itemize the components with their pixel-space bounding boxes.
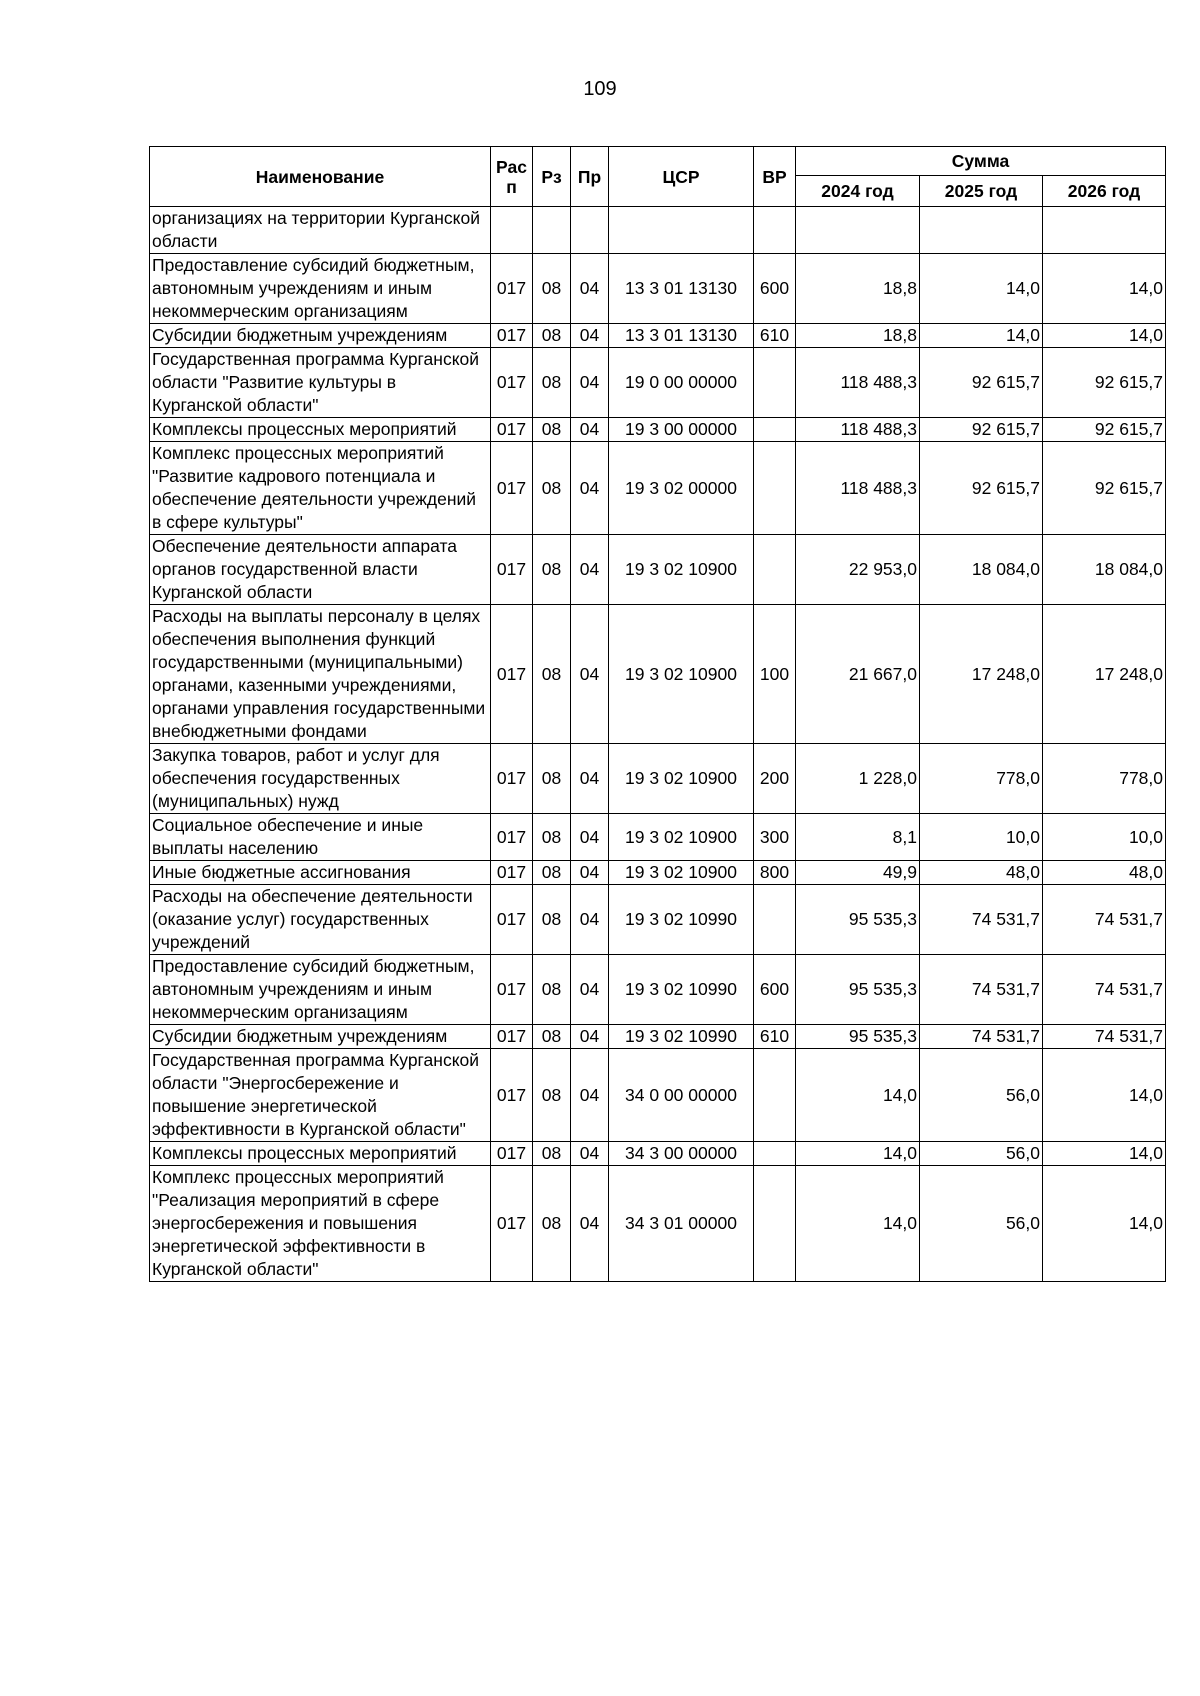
table-row — [150, 348, 1166, 418]
row-rasp: 017 — [491, 254, 533, 324]
row-amount-2024: 18,8 — [796, 324, 920, 348]
row-rz: 08 — [533, 861, 571, 885]
row-amount-2026: 17 248,0 — [1043, 605, 1166, 744]
table-row — [150, 418, 1166, 442]
row-rasp: 017 — [491, 418, 533, 442]
row-name: Государственная программа Курганской области "Энергосбережение и повышение энергетической эффективности в Курганской области" — [150, 1049, 491, 1142]
row-amount-2026: 92 615,7 — [1043, 442, 1166, 535]
row-csr: 34 0 00 00000 — [609, 1049, 754, 1142]
row-pr: 04 — [571, 348, 609, 418]
row-vr — [754, 535, 796, 605]
row-rz: 08 — [533, 535, 571, 605]
row-vr — [754, 207, 796, 254]
row-rz: 08 — [533, 814, 571, 861]
row-rasp: 017 — [491, 885, 533, 955]
row-amount-2026: 14,0 — [1043, 324, 1166, 348]
row-name: Комплекс процессных мероприятий "Реализация мероприятий в сфере энергосбережения и повышения энергетической эффективности в Курганской области" — [150, 1166, 491, 1282]
row-amount-2024: 8,1 — [796, 814, 920, 861]
row-pr: 04 — [571, 605, 609, 744]
row-amount-2024: 14,0 — [796, 1166, 920, 1282]
row-rasp: 017 — [491, 535, 533, 605]
row-amount-2026: 14,0 — [1043, 254, 1166, 324]
row-pr: 04 — [571, 1166, 609, 1282]
row-amount-2026 — [1043, 207, 1166, 254]
row-name: Комплексы процессных мероприятий — [150, 1142, 491, 1166]
row-amount-2025: 14,0 — [920, 324, 1043, 348]
row-pr: 04 — [571, 254, 609, 324]
header-year-2024: 2024 год — [796, 176, 920, 207]
row-rz: 08 — [533, 348, 571, 418]
row-amount-2025: 74 531,7 — [920, 1025, 1043, 1049]
row-csr: 19 3 02 10900 — [609, 535, 754, 605]
row-name: Комплекс процессных мероприятий "Развитие кадрового потенциала и обеспечение деятельности учреждений в сфере культуры" — [150, 442, 491, 535]
table-row — [150, 535, 1166, 605]
table-row — [150, 861, 1166, 885]
row-vr — [754, 1166, 796, 1282]
row-name: Расходы на выплаты персоналу в целях обеспечения выполнения функций государственными (муниципальными) органами, казенными учреждениями, органами управления государственными внебюджетными фондами — [150, 605, 491, 744]
row-csr: 34 3 01 00000 — [609, 1166, 754, 1282]
row-amount-2024: 22 953,0 — [796, 535, 920, 605]
table-row — [150, 324, 1166, 348]
row-amount-2026: 74 531,7 — [1043, 1025, 1166, 1049]
row-vr — [754, 442, 796, 535]
row-amount-2026: 48,0 — [1043, 861, 1166, 885]
row-rz — [533, 207, 571, 254]
header-rasp: Рас п — [491, 147, 533, 207]
row-vr: 800 — [754, 861, 796, 885]
table-row — [150, 1166, 1166, 1282]
row-name: Комплексы процессных мероприятий — [150, 418, 491, 442]
row-rasp: 017 — [491, 1142, 533, 1166]
row-rasp — [491, 207, 533, 254]
row-amount-2025: 74 531,7 — [920, 955, 1043, 1025]
row-amount-2024: 1 228,0 — [796, 744, 920, 814]
row-rasp: 017 — [491, 814, 533, 861]
row-pr: 04 — [571, 1142, 609, 1166]
row-rz: 08 — [533, 254, 571, 324]
row-rasp: 017 — [491, 348, 533, 418]
row-pr: 04 — [571, 861, 609, 885]
table-row — [150, 207, 1166, 254]
row-amount-2025: 18 084,0 — [920, 535, 1043, 605]
row-rz: 08 — [533, 1025, 571, 1049]
page-number: 109 — [583, 78, 617, 100]
row-amount-2026: 18 084,0 — [1043, 535, 1166, 605]
row-csr — [609, 207, 754, 254]
row-csr: 19 3 02 10990 — [609, 955, 754, 1025]
row-vr — [754, 1049, 796, 1142]
header-year-2026: 2026 год — [1043, 176, 1166, 207]
row-pr: 04 — [571, 442, 609, 535]
row-amount-2024 — [796, 207, 920, 254]
row-pr: 04 — [571, 418, 609, 442]
row-pr: 04 — [571, 1049, 609, 1142]
row-rasp: 017 — [491, 605, 533, 744]
row-rasp: 017 — [491, 955, 533, 1025]
table-row — [150, 885, 1166, 955]
row-pr: 04 — [571, 535, 609, 605]
row-name: Субсидии бюджетным учреждениям — [150, 1025, 491, 1049]
row-csr: 19 0 00 00000 — [609, 348, 754, 418]
row-amount-2025: 92 615,7 — [920, 348, 1043, 418]
row-csr: 19 3 02 00000 — [609, 442, 754, 535]
row-vr: 100 — [754, 605, 796, 744]
row-amount-2025: 92 615,7 — [920, 442, 1043, 535]
row-vr: 600 — [754, 254, 796, 324]
row-amount-2024: 118 488,3 — [796, 442, 920, 535]
row-csr: 19 3 02 10900 — [609, 605, 754, 744]
header-rz: Рз — [533, 147, 571, 207]
row-amount-2025: 10,0 — [920, 814, 1043, 861]
row-vr — [754, 418, 796, 442]
row-vr: 610 — [754, 324, 796, 348]
row-rz: 08 — [533, 885, 571, 955]
table-row — [150, 1025, 1166, 1049]
row-pr: 04 — [571, 744, 609, 814]
header-csr: ЦСР — [609, 147, 754, 207]
table-row — [150, 442, 1166, 535]
row-amount-2025: 74 531,7 — [920, 885, 1043, 955]
row-pr: 04 — [571, 955, 609, 1025]
row-csr: 19 3 02 10990 — [609, 885, 754, 955]
header-vr: ВР — [754, 147, 796, 207]
row-csr: 13 3 01 13130 — [609, 254, 754, 324]
row-amount-2024: 14,0 — [796, 1049, 920, 1142]
table-header — [150, 147, 1166, 207]
row-amount-2025: 56,0 — [920, 1049, 1043, 1142]
budget-table — [149, 146, 1166, 1282]
row-amount-2024: 95 535,3 — [796, 885, 920, 955]
row-name: Предоставление субсидий бюджетным, автономным учреждениям и иным некоммерческим организациям — [150, 955, 491, 1025]
table-body — [150, 207, 1166, 1282]
row-amount-2026: 10,0 — [1043, 814, 1166, 861]
row-amount-2024: 14,0 — [796, 1142, 920, 1166]
row-amount-2026: 14,0 — [1043, 1049, 1166, 1142]
header-year-2025: 2025 год — [920, 176, 1043, 207]
row-name: Субсидии бюджетным учреждениям — [150, 324, 491, 348]
table-row — [150, 605, 1166, 744]
table-row — [150, 814, 1166, 861]
row-rz: 08 — [533, 324, 571, 348]
row-vr: 300 — [754, 814, 796, 861]
row-amount-2025: 778,0 — [920, 744, 1043, 814]
row-rz: 08 — [533, 605, 571, 744]
row-pr: 04 — [571, 885, 609, 955]
row-amount-2026: 14,0 — [1043, 1142, 1166, 1166]
row-name: Расходы на обеспечение деятельности (оказание услуг) государственных учреждений — [150, 885, 491, 955]
row-csr: 19 3 02 10990 — [609, 1025, 754, 1049]
table-row — [150, 955, 1166, 1025]
row-name: Социальное обеспечение и иные выплаты населению — [150, 814, 491, 861]
row-rz: 08 — [533, 418, 571, 442]
row-amount-2026: 92 615,7 — [1043, 348, 1166, 418]
header-sum: Сумма — [796, 147, 1166, 176]
row-csr: 19 3 02 10900 — [609, 814, 754, 861]
row-csr: 19 3 02 10900 — [609, 861, 754, 885]
row-rasp: 017 — [491, 324, 533, 348]
table-row — [150, 1049, 1166, 1142]
table-row — [150, 1142, 1166, 1166]
row-amount-2024: 118 488,3 — [796, 348, 920, 418]
row-name: организациях на территории Курганской области — [150, 207, 491, 254]
row-amount-2024: 21 667,0 — [796, 605, 920, 744]
row-rasp: 017 — [491, 744, 533, 814]
row-vr: 600 — [754, 955, 796, 1025]
row-name: Иные бюджетные ассигнования — [150, 861, 491, 885]
row-rz: 08 — [533, 1166, 571, 1282]
row-amount-2026: 92 615,7 — [1043, 418, 1166, 442]
header-name: Наименование — [150, 147, 491, 207]
row-csr: 19 3 00 00000 — [609, 418, 754, 442]
row-rasp: 017 — [491, 442, 533, 535]
row-rasp: 017 — [491, 1049, 533, 1142]
row-vr: 200 — [754, 744, 796, 814]
table-row — [150, 744, 1166, 814]
row-amount-2026: 778,0 — [1043, 744, 1166, 814]
row-amount-2024: 49,9 — [796, 861, 920, 885]
row-amount-2026: 74 531,7 — [1043, 955, 1166, 1025]
row-name: Предоставление субсидий бюджетным, автономным учреждениям и иным некоммерческим организациям — [150, 254, 491, 324]
row-pr: 04 — [571, 814, 609, 861]
row-amount-2025: 17 248,0 — [920, 605, 1043, 744]
row-vr — [754, 348, 796, 418]
row-rz: 08 — [533, 1142, 571, 1166]
row-amount-2024: 118 488,3 — [796, 418, 920, 442]
row-rz: 08 — [533, 744, 571, 814]
row-csr: 19 3 02 10900 — [609, 744, 754, 814]
table-row — [150, 254, 1166, 324]
row-amount-2025: 92 615,7 — [920, 418, 1043, 442]
row-rz: 08 — [533, 1049, 571, 1142]
row-csr: 34 3 00 00000 — [609, 1142, 754, 1166]
row-rasp: 017 — [491, 1166, 533, 1282]
row-vr — [754, 1142, 796, 1166]
row-pr — [571, 207, 609, 254]
row-amount-2025: 56,0 — [920, 1166, 1043, 1282]
row-amount-2026: 74 531,7 — [1043, 885, 1166, 955]
row-pr: 04 — [571, 1025, 609, 1049]
row-amount-2026: 14,0 — [1043, 1166, 1166, 1282]
row-csr: 13 3 01 13130 — [609, 324, 754, 348]
row-name: Государственная программа Курганской области "Развитие культуры в Курганской области" — [150, 348, 491, 418]
row-pr: 04 — [571, 324, 609, 348]
row-amount-2025 — [920, 207, 1043, 254]
row-vr — [754, 885, 796, 955]
row-amount-2024: 95 535,3 — [796, 1025, 920, 1049]
row-rz: 08 — [533, 442, 571, 535]
row-amount-2025: 48,0 — [920, 861, 1043, 885]
row-rasp: 017 — [491, 1025, 533, 1049]
row-rz: 08 — [533, 955, 571, 1025]
header-pr: Пр — [571, 147, 609, 207]
row-name: Обеспечение деятельности аппарата органов государственной власти Курганской области — [150, 535, 491, 605]
row-amount-2024: 18,8 — [796, 254, 920, 324]
row-name: Закупка товаров, работ и услуг для обеспечения государственных (муниципальных) нужд — [150, 744, 491, 814]
row-vr: 610 — [754, 1025, 796, 1049]
row-amount-2025: 14,0 — [920, 254, 1043, 324]
row-rasp: 017 — [491, 861, 533, 885]
row-amount-2025: 56,0 — [920, 1142, 1043, 1166]
row-amount-2024: 95 535,3 — [796, 955, 920, 1025]
